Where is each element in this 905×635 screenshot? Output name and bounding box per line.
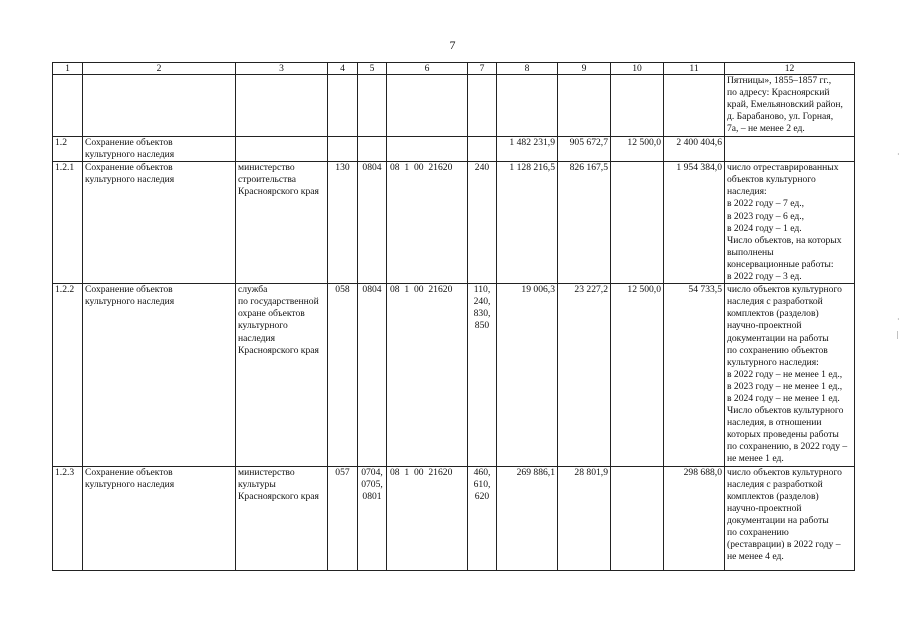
cell-event (83, 466, 236, 570)
cell-line: не менее 4 ед. (727, 551, 784, 563)
cell-rzpr (358, 284, 387, 466)
page-number: 7 (449, 38, 456, 52)
cell-event (83, 75, 236, 137)
cell-result (725, 137, 855, 162)
cell-total: 1 954 384,0 (664, 162, 725, 284)
cell-vr (468, 466, 497, 570)
cell-grbs: 057 (328, 466, 358, 570)
header-cell: 7 (468, 63, 497, 75)
cell-event (83, 284, 236, 466)
cell-line: Сохранение объектов (85, 466, 173, 478)
cell-line: консервационные работы: (727, 258, 834, 270)
cell-result (725, 162, 855, 284)
cell-line: культурного наследия (85, 478, 175, 490)
cell-event (83, 162, 236, 284)
cell-line: объектов культурного (727, 174, 816, 186)
cell-csr: 08 1 00 21620 (387, 162, 468, 284)
cell-year-2024 (611, 75, 664, 137)
cell-line: Число объектов культурного (727, 405, 844, 417)
cell-line: 0705, (361, 478, 383, 490)
cell-line: число объектов культурного (727, 466, 842, 478)
cell-line: наследия: (727, 186, 767, 198)
cell-csr (387, 75, 468, 137)
cell-rzpr (358, 466, 387, 570)
cell-line: наследия с разработкой (727, 296, 823, 308)
cell-rzpr (358, 162, 387, 284)
cell-line: в 2024 году – 1 ед. (727, 222, 802, 234)
cell-year-2022 (497, 75, 558, 137)
cell-line: край, Емельяновский район, (727, 99, 843, 111)
cell-administrator (236, 137, 328, 162)
cell-line: комплектов (разделов) (727, 308, 819, 320)
cell-csr: 08 1 00 21620 (387, 466, 468, 570)
cell-line: 610, (473, 478, 491, 490)
cell-line: д. Барабаново, ул. Горная, (727, 111, 834, 123)
table-row (53, 466, 855, 570)
cell-result (725, 466, 855, 570)
cell-line: культурного наследия (85, 149, 175, 161)
header-cell: 2 (83, 63, 236, 75)
budget-table (52, 62, 855, 571)
cell-year-2024 (611, 466, 664, 570)
cell-vr (468, 75, 497, 137)
cell-line: культурного наследия: (727, 356, 819, 368)
cell-number (53, 75, 83, 137)
cell-grbs: 130 (328, 162, 358, 284)
cell-grbs (328, 75, 358, 137)
cell-line: в 2023 году – 6 ед., (727, 210, 805, 222)
margin-mark: · (897, 315, 900, 324)
cell-line: охране объектов (238, 308, 305, 320)
cell-line: 7а, – не менее 2 ед. (727, 123, 805, 135)
cell-line: 0804 (362, 284, 382, 296)
cell-vr (468, 162, 497, 284)
cell-result (725, 284, 855, 466)
cell-line: по сохранению (727, 527, 789, 538)
cell-line: в 2022 году – не менее 1 ед., (727, 368, 843, 380)
cell-line: Сохранение объектов (85, 162, 173, 174)
cell-line: документации на работы (727, 514, 829, 526)
cell-year-2023: 28 801,9 (558, 466, 611, 570)
cell-number: 1.2 (53, 137, 83, 162)
cell-line: наследия, в отношении (727, 417, 822, 429)
cell-line: выполнены (727, 246, 774, 258)
table-row (53, 162, 855, 284)
cell-year-2022: 1 128 216,5 (497, 162, 558, 284)
cell-line: число объектов культурного (727, 284, 842, 296)
cell-csr (387, 137, 468, 162)
cell-line: строительства (238, 174, 297, 186)
cell-event (83, 137, 236, 162)
header-cell: 1 (53, 63, 83, 75)
cell-year-2023 (558, 75, 611, 137)
cell-line: которых проведены работы (727, 429, 839, 441)
cell-grbs (328, 137, 358, 162)
cell-line: Красноярского края (238, 344, 319, 356)
cell-result (725, 75, 855, 137)
header-cell: 8 (497, 63, 558, 75)
cell-line: культурного наследия (85, 174, 175, 186)
cell-line: министерство (238, 466, 295, 478)
cell-year-2024 (611, 162, 664, 284)
cell-line: 620 (474, 490, 490, 502)
cell-line: наследия с разработкой (727, 478, 823, 490)
cell-year-2022: 1 482 231,9 (497, 137, 558, 162)
cell-year-2022: 19 006,3 (497, 284, 558, 466)
cell-year-2024: 12 500,0 (611, 284, 664, 466)
cell-administrator (236, 466, 328, 570)
table-row (53, 284, 855, 466)
cell-line: по сохранению, в 2022 году – (727, 441, 848, 453)
header-cell: 3 (236, 63, 328, 75)
cell-rzpr (358, 75, 387, 137)
cell-number: 1.2.3 (53, 466, 83, 570)
cell-total: 2 400 404,6 (664, 137, 725, 162)
header-cell: 9 (558, 63, 611, 75)
cell-line: наследия (238, 332, 275, 344)
header-cell: 10 (611, 63, 664, 75)
cell-administrator (236, 75, 328, 137)
cell-line: культурного наследия (85, 296, 175, 308)
cell-line: комплектов (разделов) (727, 490, 819, 502)
cell-line: научно-проектной (727, 502, 802, 514)
cell-line: служба (238, 284, 268, 296)
cell-number: 1.2.1 (53, 162, 83, 284)
cell-line: число отреставрированных (727, 162, 839, 174)
cell-line: 0801 (362, 490, 382, 502)
cell-line: 110, (473, 284, 491, 296)
cell-administrator (236, 162, 328, 284)
cell-year-2024: 12 500,0 (611, 137, 664, 162)
table-row (53, 137, 855, 162)
cell-total: 54 733,5 (664, 284, 725, 466)
cell-line: Пятницы», 1855–1857 гг., (727, 75, 832, 86)
cell-line: по адресу: Красноярский (727, 87, 830, 99)
cell-line: Сохранение объектов (85, 284, 173, 296)
header-cell: 6 (387, 63, 468, 75)
cell-administrator (236, 284, 328, 466)
cell-line: 460, (473, 466, 491, 478)
margin-mark: | (897, 330, 899, 339)
cell-line: документации на работы (727, 332, 829, 344)
header-cell: 4 (328, 63, 358, 75)
cell-year-2023: 826 167,5 (558, 162, 611, 284)
cell-total (664, 75, 725, 137)
cell-line: Сохранение объектов (85, 137, 173, 148)
cell-line: 240 (474, 162, 490, 174)
cell-line: не менее 1 ед. (727, 453, 784, 465)
cell-line: 850 (474, 320, 490, 332)
cell-line: (реставрации) в 2022 году – (727, 539, 841, 551)
cell-vr (468, 284, 497, 466)
cell-line: по государственной (238, 296, 319, 308)
cell-line: в 2022 году – 3 ед. (727, 271, 802, 283)
margin-mark: · (897, 150, 900, 159)
header-cell: 11 (664, 63, 725, 75)
cell-line: Красноярского края (238, 490, 319, 502)
cell-line: культурного (238, 320, 288, 332)
cell-total: 298 688,0 (664, 466, 725, 570)
cell-line: 0704, (361, 466, 383, 478)
cell-line: 240, (473, 296, 491, 308)
cell-year-2023: 905 672,7 (558, 137, 611, 162)
cell-line: в 2023 году – не менее 1 ед., (727, 380, 843, 392)
cell-line: 0804 (362, 162, 382, 174)
table-row (53, 75, 855, 137)
cell-number: 1.2.2 (53, 284, 83, 466)
header-cell: 12 (725, 63, 855, 75)
cell-line: министерство (238, 162, 295, 174)
cell-line: Красноярского края (238, 186, 319, 198)
cell-year-2023: 23 227,2 (558, 284, 611, 466)
cell-year-2022: 269 886,1 (497, 466, 558, 570)
cell-rzpr (358, 137, 387, 162)
header-row (53, 63, 855, 75)
cell-line: Число объектов, на которых (727, 234, 842, 246)
cell-line: научно-проектной (727, 320, 802, 332)
cell-line: культуры (238, 478, 276, 490)
header-cell: 5 (358, 63, 387, 75)
cell-csr: 08 1 00 21620 (387, 284, 468, 466)
cell-line: в 2024 году – не менее 1 ед. (727, 392, 840, 404)
cell-grbs: 058 (328, 284, 358, 466)
cell-line: в 2022 году – 7 ед., (727, 198, 805, 210)
cell-vr (468, 137, 497, 162)
cell-line: 830, (473, 308, 491, 320)
cell-line: по сохранению объектов (727, 344, 828, 356)
